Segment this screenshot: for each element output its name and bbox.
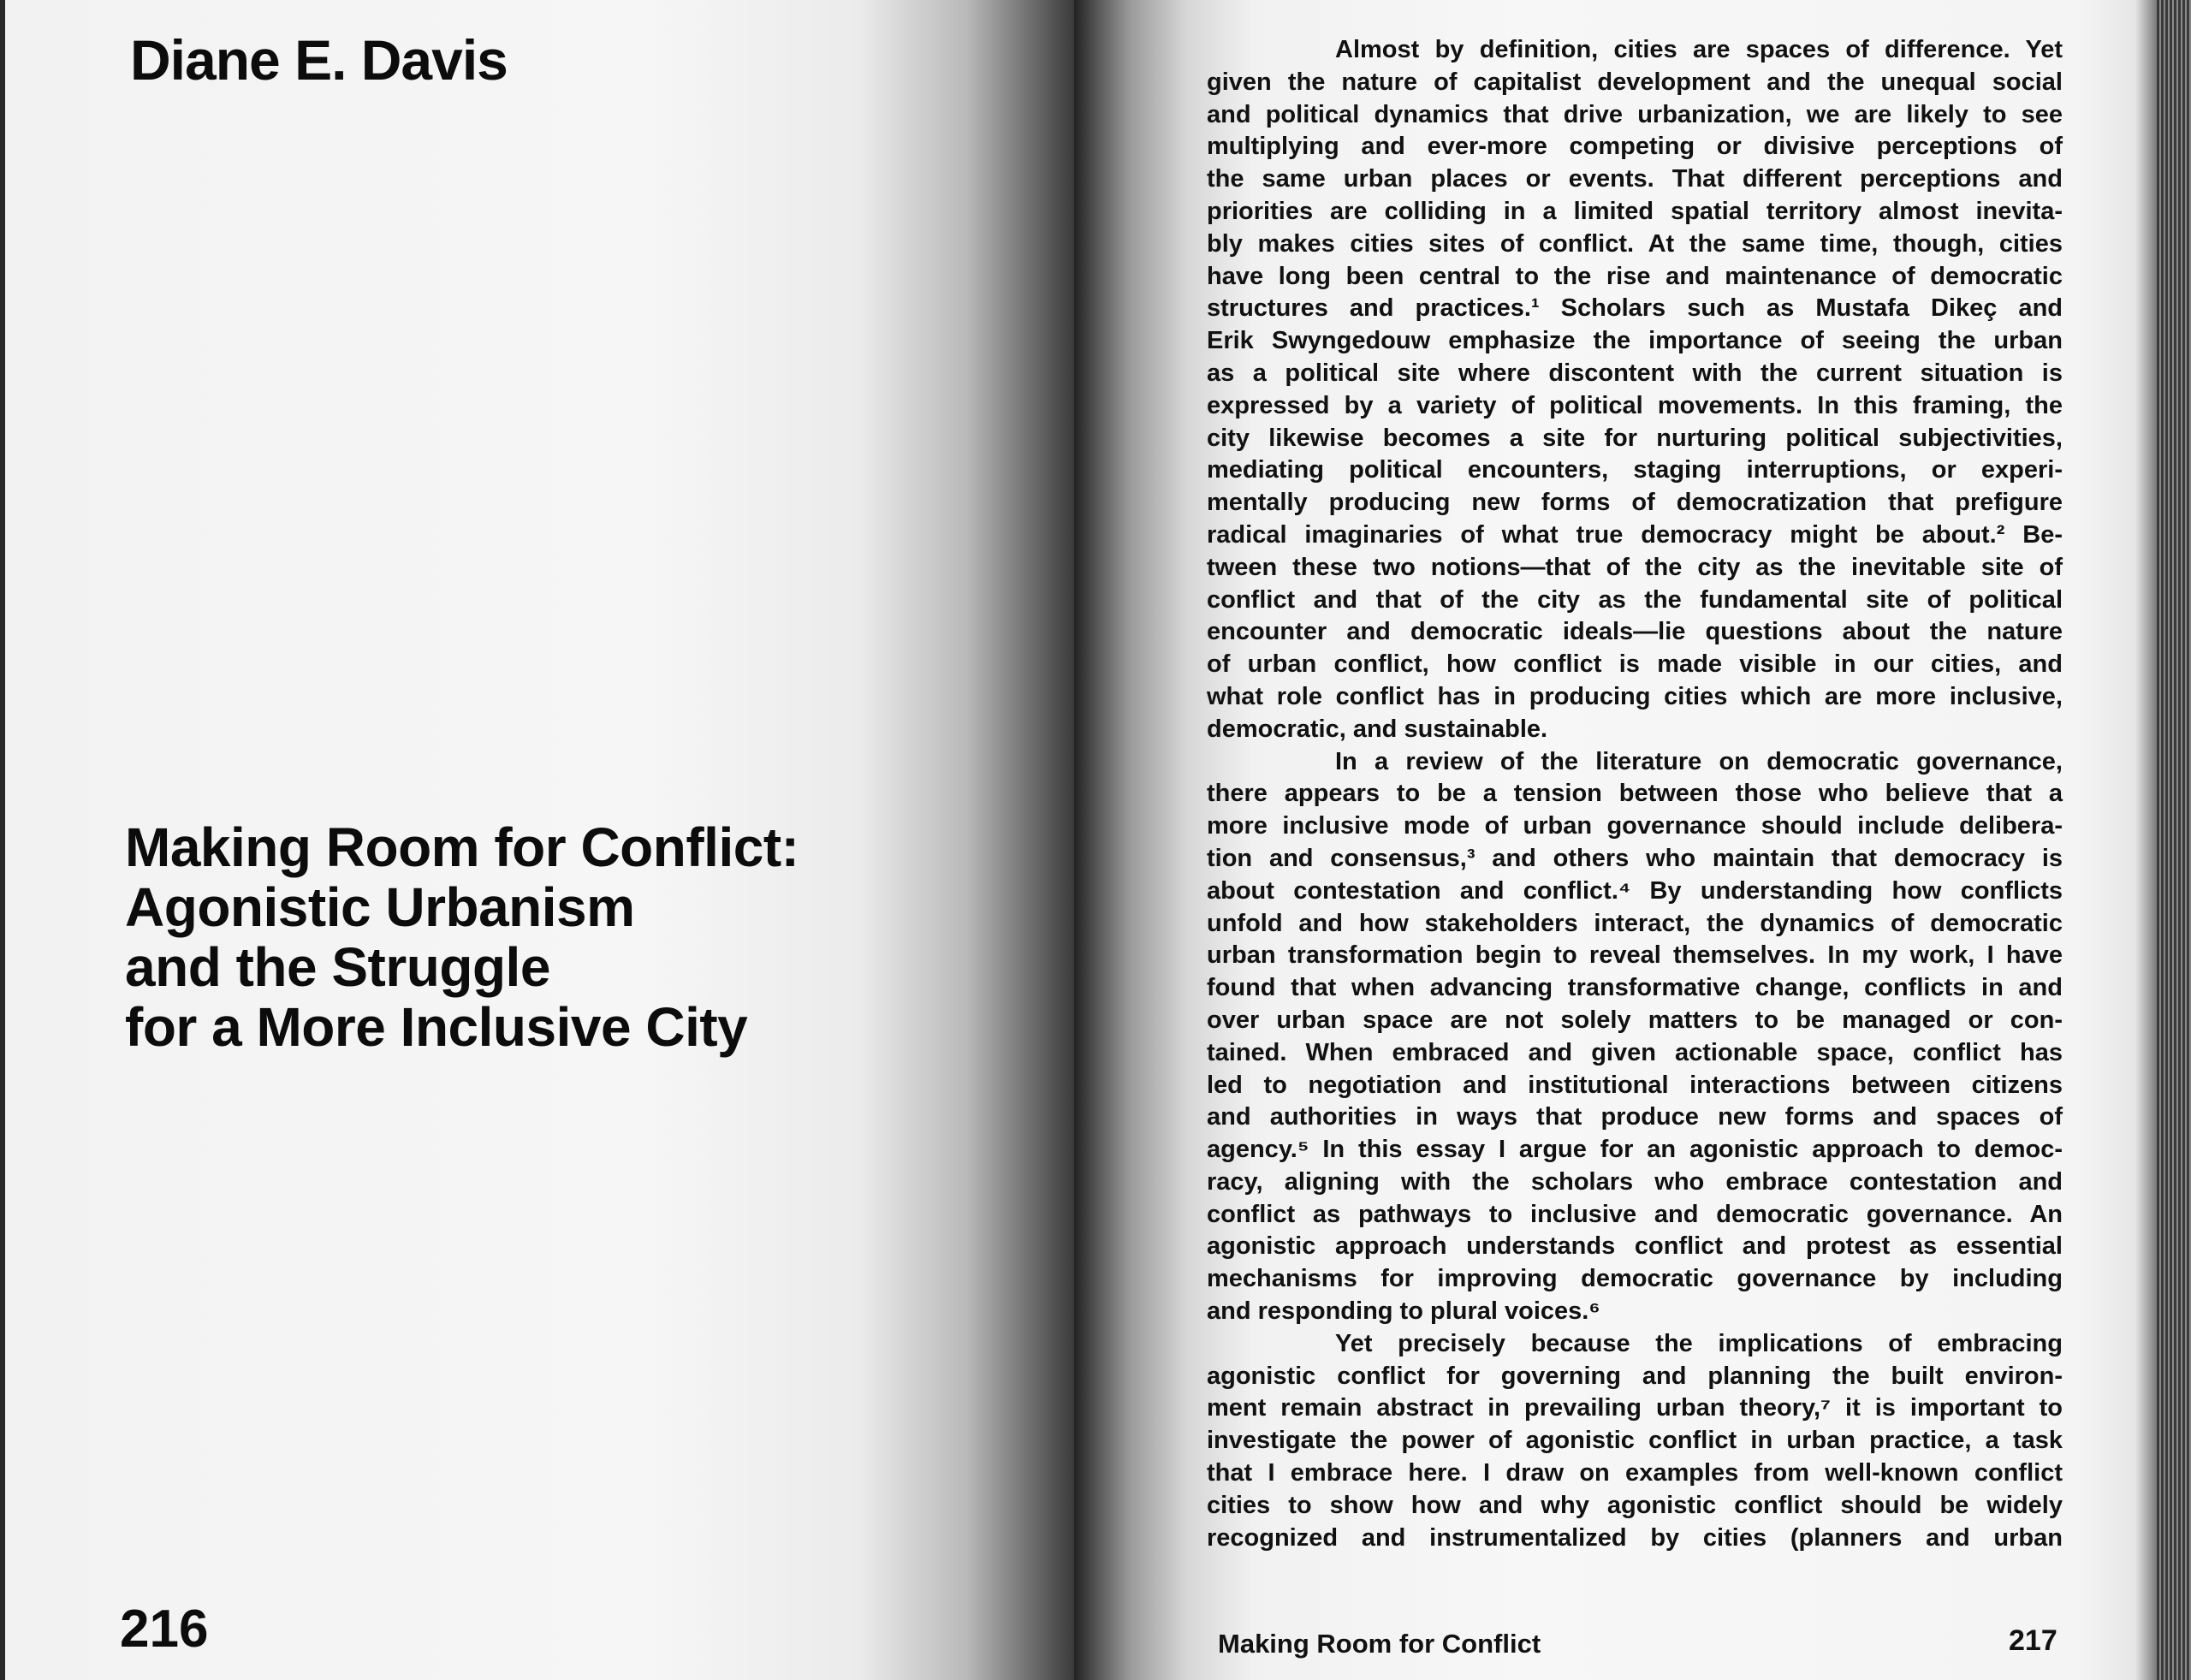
- body-text-line: bly makes cities sites of conflict. At the same time, though, cities: [1207, 229, 2063, 258]
- body-text-line: recognized and instrumentalized by cities (planners and urban: [1207, 1523, 2063, 1552]
- body-text-line: mechanisms for improving democratic governance by including: [1207, 1265, 2063, 1293]
- body-text-line: tained. When embraced and given actionable space, conflict has: [1207, 1038, 2063, 1066]
- author-name: Diane E. Davis: [130, 28, 508, 92]
- body-text-line: of urban conflict, how conflict is made visible in our cities, and: [1207, 650, 2063, 679]
- body-text-line: mentally producing new forms of democratization that prefigure: [1207, 489, 2063, 517]
- page-edge-shadow: [0, 0, 5, 1680]
- body-text-line: urban transformation begin to reveal themselves. In my work, I have: [1207, 941, 2063, 970]
- page-number: 216: [120, 1600, 209, 1659]
- body-text-line: conflict as pathways to inclusive and democratic governance. An: [1207, 1200, 2063, 1228]
- body-text-line: In a review of the literature on democratic governance,: [1335, 747, 2063, 775]
- body-text-line: tion and consensus,³ and others who maintain that democracy is: [1207, 844, 2063, 872]
- body-text-line: multiplying and ever-more competing or divisive perceptions of: [1207, 133, 2063, 161]
- body-text-line: ment remain abstract in prevailing urban theory,⁷ it is important to: [1207, 1394, 2063, 1422]
- running-footer: Making Room for Conflict: [1218, 1629, 1541, 1659]
- chapter-title-line: Agonistic Urbanism: [125, 876, 635, 938]
- body-text-line: mediating political encounters, staging interruptions, or experi-: [1207, 456, 2063, 484]
- chapter-title-line: Making Room for Conflict:: [125, 816, 799, 878]
- body-text-line: over urban space are not solely matters to be managed or con-: [1207, 1006, 2063, 1034]
- body-text-line: found that when advancing transformative change, conflicts in and: [1207, 974, 2063, 1002]
- body-text-line: radical imaginaries of what true democracy might be about.² Be-: [1207, 520, 2063, 549]
- body-text-line: agonistic conflict for governing and planning the built environ-: [1207, 1362, 2063, 1390]
- body-text-line: have long been central to the rise and maintenance of democratic: [1207, 262, 2063, 290]
- body-text-line: and responding to plural voices.⁶: [1207, 1297, 1600, 1326]
- body-text-line: Yet precisely because the implications of embracing: [1335, 1329, 2063, 1357]
- body-text-line: cities to show how and why agonistic conflict should be widely: [1207, 1491, 2063, 1519]
- body-text-line: agency.⁵ In this essay I argue for an agonistic approach to democ-: [1207, 1136, 2063, 1164]
- body-text-line: racy, aligning with the scholars who embrace contestation and: [1207, 1167, 2063, 1196]
- chapter-title-line: and the Struggle: [125, 936, 550, 998]
- body-text-line: investigate the power of agonistic conflict in urban practice, a task: [1207, 1427, 2063, 1455]
- body-text-line: the same urban places or events. That different perceptions and: [1207, 165, 2063, 193]
- body-text-line: about contestation and conflict.⁴ By understanding how conflicts: [1207, 876, 2063, 905]
- chapter-title: [125, 817, 1024, 1057]
- page-edges: [2157, 0, 2191, 1680]
- body-text-line: structures and practices.¹ Scholars such as Mustafa Dikeç and: [1207, 294, 2063, 323]
- page-number: 217: [2009, 1624, 2057, 1657]
- body-text-line: as a political site where discontent with the current situation is: [1207, 359, 2063, 387]
- body-text-line: and authorities in ways that produce new forms and spaces of: [1207, 1103, 2063, 1131]
- body-text: [1207, 34, 2063, 1554]
- body-text-line: agonistic approach understands conflict and protest as essential: [1207, 1232, 2063, 1261]
- body-text-line: what role conflict has in producing cities which are more inclusive,: [1207, 682, 2063, 710]
- body-text-line: conflict and that of the city as the fundamental site of political: [1207, 585, 2063, 614]
- body-text-line: priorities are colliding in a limited spatial territory almost inevita-: [1207, 197, 2063, 225]
- body-text-line: Almost by definition, cities are spaces of difference. Yet: [1335, 36, 2063, 63]
- body-text-line: more inclusive mode of urban governance should include delibera-: [1207, 812, 2063, 840]
- right-page: [1074, 0, 2191, 1680]
- body-text-line: led to negotiation and institutional interactions between citizens: [1207, 1071, 2063, 1099]
- left-page: [0, 0, 1074, 1680]
- body-text-line: expressed by a variety of political movements. In this framing, the: [1207, 391, 2063, 419]
- chapter-title-line: for a More Inclusive City: [125, 996, 748, 1058]
- body-text-line: there appears to be a tension between those who believe that a: [1207, 780, 2063, 808]
- body-text-line: city likewise becomes a site for nurturing political subjectivities,: [1207, 424, 2063, 452]
- body-text-line: unfold and how stakeholders interact, the dynamics of democratic: [1207, 909, 2063, 937]
- body-text-line: given the nature of capitalist development and the unequal social: [1207, 68, 2063, 96]
- body-text-line: encounter and democratic ideals—lie questions about the nature: [1207, 618, 2063, 646]
- body-text-line: and political dynamics that drive urbanization, we are likely to see: [1207, 100, 2063, 128]
- body-text-line: Erik Swyngedouw emphasize the importance of seeing the urban: [1207, 327, 2063, 355]
- body-text-line: that I embrace here. I draw on examples from well-known conflict: [1207, 1459, 2063, 1487]
- body-text-line: democratic, and sustainable.: [1207, 715, 1548, 743]
- body-text-line: tween these two notions—that of the city as the inevitable site of: [1207, 553, 2063, 581]
